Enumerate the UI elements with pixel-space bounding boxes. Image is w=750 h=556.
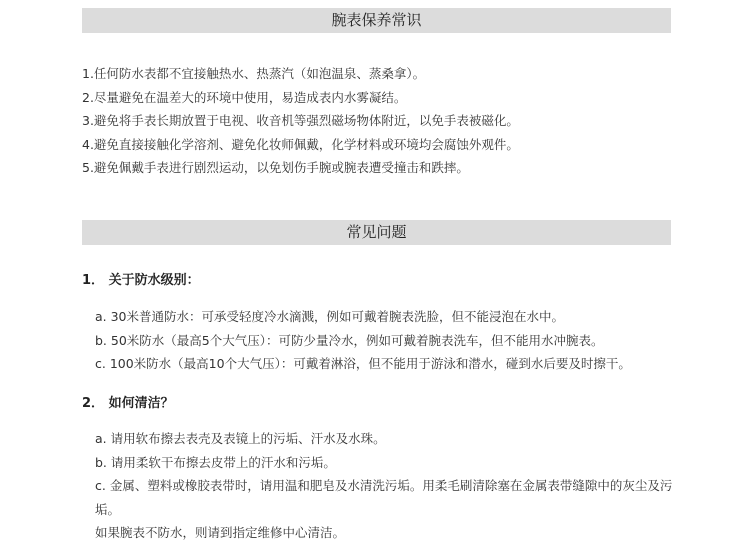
waterproof-answer-b: b. 50米防水（最高5个大气压）：可防少量冷水，例如可戴着腕表洗车，但不能用水冲腕表。 <box>95 332 604 348</box>
cleaning-answers-list <box>82 427 682 545</box>
faq-question-waterproof: 1． 关于防水级别： <box>82 273 200 288</box>
care-tips-list <box>82 62 682 180</box>
waterproof-answer-a: a. 30米普通防水：可承受轻度冷水滴溅，例如可戴着腕表洗脸，但不能浸泡在水中。 <box>95 309 565 324</box>
care-tip-2: 2.尽量避免在温差大的环境中使用，易造成表内水雾凝结。 <box>82 89 407 105</box>
care-tip-1: 1.任何防水表都不宜接触热水、热蒸汽（如泡温泉、蒸桑拿）。 <box>82 66 426 81</box>
faq-section-title: 常见问题 <box>82 220 671 245</box>
cleaning-answer-b: b. 请用柔软干布擦去皮带上的汗水和污垢。 <box>95 454 336 470</box>
cleaning-answer-a: a. 请用软布擦去表壳及表镜上的污垢、汗水及水珠。 <box>95 431 386 446</box>
cleaning-answer-c: c. 金属、塑料或橡胶表带时，请用温和肥皂及水清洗污垢。用柔毛刷清除塞在金属表带缝隙中的灰尘及污垢。 <box>95 478 673 517</box>
care-section-title: 腕表保养常识 <box>82 8 671 33</box>
care-tip-4: 4.避免直接接触化学溶剂、避免化妆师佩戴，化学材料或环境均会腐蚀外观件。 <box>82 136 519 152</box>
faq-question-cleaning: 2． 如何清洁？ <box>82 396 174 411</box>
cleaning-note: 如果腕表不防水，则请到指定维修中心清洁。 <box>95 525 346 540</box>
waterproof-answers-list <box>82 305 682 376</box>
care-tip-3: 3.避免将手表长期放置于电视、收音机等强烈磁场物体附近，以免手表被磁化。 <box>82 113 519 128</box>
care-tip-5: 5.避免佩戴手表进行剧烈运动，以免划伤手腕或腕表遭受撞击和跌摔。 <box>82 160 469 175</box>
waterproof-answer-c: c. 100米防水（最高10个大气压）：可戴着淋浴，但不能用于游泳和潜水，碰到水后要及时擦干。 <box>95 356 631 371</box>
